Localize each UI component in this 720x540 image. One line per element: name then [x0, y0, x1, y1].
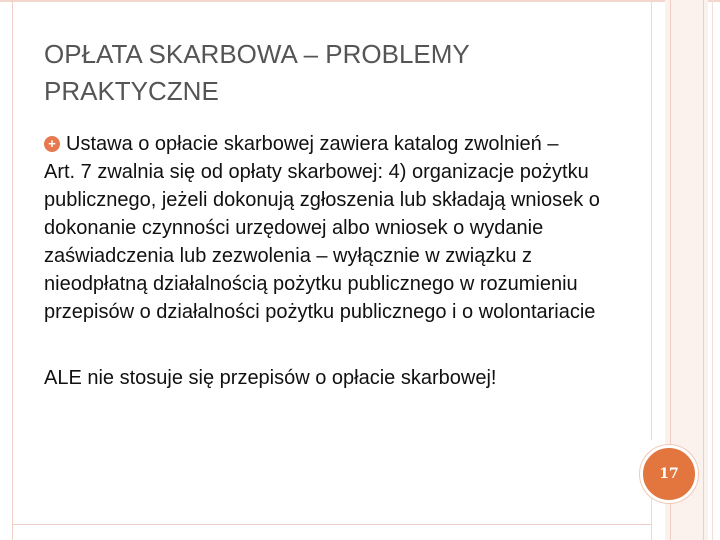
slide-border-top — [0, 0, 720, 2]
decorative-band-line — [703, 0, 704, 540]
slide-border-right — [651, 0, 652, 440]
slide-border-left — [12, 0, 13, 540]
page-number-badge: 17 — [640, 445, 698, 503]
bullet-item — [44, 130, 634, 158]
slide-border-bottom — [12, 524, 652, 525]
note-paragraph: ALE nie stosuje się przepisów o opłacie skarbowej! — [44, 367, 497, 389]
decorative-band-line — [712, 0, 713, 540]
plus-circle-icon: + — [44, 136, 60, 152]
slide-content — [44, 130, 634, 392]
bullet-text: Ustawa o opłacie skarbowej zawiera katalog zwolnień – — [66, 133, 559, 155]
slide-title: OPŁATA SKARBOWA – PROBLEMY PRAKTYCZNE — [44, 39, 470, 106]
article-paragraph: Art. 7 zwalnia się od opłaty skarbowej: 4) organizacje pożytku publicznego, jeżeli dokonują zgłoszenia lub składają wniosek o dokonanie czynności urzędowej albo wniosek o wydanie zaświadczenia lub zezwolenia – wyłącznie w związku z nieodpłatną działalnością pożytku publicznego w rozumieniu przepisów o działalności pożytku publicznego i o wolontariacie — [44, 161, 600, 323]
